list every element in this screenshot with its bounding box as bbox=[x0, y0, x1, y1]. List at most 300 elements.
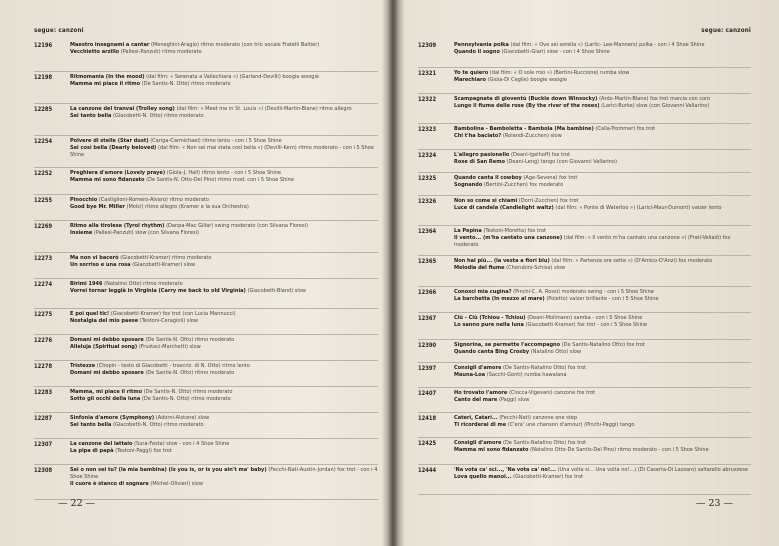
catalogue-number: 12323 bbox=[418, 127, 437, 133]
song-title: Quando il sogno bbox=[454, 49, 500, 55]
song-title: Mamma, mi piace il ritmo bbox=[70, 389, 143, 395]
song-line bbox=[70, 370, 378, 377]
song-credits: (Deani-Mollmann) samba - con i 5 Shoe Shine bbox=[527, 315, 643, 321]
song-line bbox=[454, 49, 751, 56]
song-title: La canzone del tranvai (Trolley song) bbox=[70, 106, 175, 112]
entry-songs bbox=[454, 388, 751, 412]
song-line bbox=[70, 415, 378, 422]
catalogue-entry bbox=[418, 40, 751, 68]
catalogue-entry bbox=[418, 124, 751, 150]
song-credits: (Natalino Otto) slow bbox=[530, 349, 582, 355]
song-line bbox=[454, 70, 751, 77]
catalogue-number: 12324 bbox=[418, 153, 437, 159]
entry-songs bbox=[454, 287, 751, 312]
song-credits: (Age-Sevona) fox trot bbox=[523, 175, 578, 181]
entry-songs bbox=[454, 94, 751, 123]
song-title: E poi quel tic! bbox=[70, 311, 110, 317]
catalogue-entry bbox=[418, 363, 751, 388]
catalogue-number: 12418 bbox=[418, 416, 437, 422]
song-credits: (Giacobetti-Kramer) slow bbox=[132, 262, 196, 268]
entry-songs bbox=[454, 438, 751, 464]
entry-songs bbox=[454, 256, 751, 286]
song-credits: (Fecchi-Nati) canzone one step bbox=[499, 415, 578, 421]
catalogue-number: 12407 bbox=[418, 391, 437, 397]
song-title: Maestro insegnami a cantar bbox=[70, 42, 150, 48]
entry-songs bbox=[70, 413, 378, 438]
catalogue-number: 12274 bbox=[34, 282, 53, 288]
song-title: Consigli d'amore bbox=[454, 440, 502, 446]
entry-songs bbox=[70, 40, 378, 71]
catalogue-entry bbox=[418, 388, 751, 413]
song-line bbox=[454, 390, 751, 397]
song-line bbox=[454, 175, 751, 182]
song-credits: (dal film: « Serenata a Vallechiara ») (Garland-Devilli) boogie woogie bbox=[146, 74, 319, 80]
entry-songs bbox=[70, 335, 378, 360]
catalogue-number: 12367 bbox=[418, 316, 437, 322]
entry-songs bbox=[70, 168, 378, 194]
catalogue-number: 12425 bbox=[418, 441, 437, 447]
song-title: Ti ricorderai di me bbox=[454, 422, 507, 428]
entry-songs bbox=[454, 465, 751, 494]
song-title: Non hai più... (la vesta a fiori blu) bbox=[454, 258, 550, 264]
catalogue-entry bbox=[418, 68, 751, 94]
song-title: Polvere di stelle (Star dust) bbox=[70, 138, 149, 144]
song-line bbox=[454, 152, 751, 159]
song-title: Ma non vi bacerò bbox=[70, 255, 119, 261]
song-credits: (dal film: « Meet me in St. Louis ») (Devilli-Martin-Blane) ritmo allegro bbox=[176, 106, 352, 112]
catalogue-entry bbox=[34, 279, 378, 309]
song-line bbox=[454, 415, 751, 422]
song-line bbox=[70, 138, 378, 145]
catalogue-entry bbox=[418, 173, 751, 196]
song-line bbox=[454, 42, 751, 49]
song-title: Tristezze bbox=[70, 363, 96, 369]
song-line bbox=[454, 265, 751, 272]
song-title: Melodia del fiume bbox=[454, 265, 505, 271]
song-line bbox=[454, 133, 751, 140]
song-credits: (Fecchi-Nati-Austin-Jordan) fox trot - con i 4 Shoe Shine bbox=[70, 467, 378, 480]
song-line bbox=[454, 349, 751, 356]
song-line bbox=[70, 145, 378, 159]
catalogue-entry bbox=[34, 253, 378, 279]
song-credits: (C'era' une chanson d'amour) (Pinchi-Paggi) tango bbox=[507, 422, 635, 428]
song-credits: (dal film: « O sole mio ») (Bertini-Ruccione) rumba slow bbox=[489, 70, 630, 76]
catalogue-entry bbox=[34, 335, 378, 361]
entry-songs bbox=[70, 465, 378, 499]
catalogue-entry bbox=[34, 168, 378, 195]
entry-songs bbox=[454, 363, 751, 387]
catalogue-entry bbox=[418, 465, 751, 495]
song-title: Un sorriso e una rosa bbox=[70, 262, 131, 268]
song-line bbox=[70, 448, 378, 455]
song-title: Il vento... (m'ha cantato una canzone) bbox=[454, 235, 563, 241]
song-title: Sinfonia d'amore (Symphony) bbox=[70, 415, 155, 421]
song-title: Scampagnata di gioventù (Buckle down Winsocky) bbox=[454, 96, 598, 102]
song-credits: (dal film: « Ponte di Waterloo ») (Larici-Maur-Dumont) valzer lento bbox=[555, 205, 722, 211]
song-credits: (Pallesi-Panzuti) slow (con Silvana Floresi) bbox=[93, 230, 199, 236]
song-credits: (Danpa-Mac Gillar) swing moderato (con Silvana Floresi) bbox=[166, 223, 309, 229]
catalogue-number: 12276 bbox=[34, 338, 53, 344]
song-credits: (De Santis-Natalino Otto) fox trot bbox=[561, 342, 645, 348]
song-line bbox=[454, 322, 751, 329]
song-credits: (Natalino Otto-De Santis-Del Pino) ritmo moderato - con i 5 Shoe Shine bbox=[530, 447, 709, 453]
catalogue-entry bbox=[34, 72, 378, 104]
song-title: Insieme bbox=[70, 230, 93, 236]
song-title: Good bye Mr. Miller bbox=[70, 204, 125, 210]
song-credits: (Giacobetti-Kramer) fox trot - con i 5 Shoe Shine bbox=[525, 322, 648, 328]
song-title: Sei tanto bella bbox=[70, 422, 112, 428]
entry-songs bbox=[454, 40, 751, 67]
song-line bbox=[454, 372, 751, 379]
catalogue-entry bbox=[34, 104, 378, 136]
catalogue-entry bbox=[418, 340, 751, 363]
catalogue-entry bbox=[34, 195, 378, 221]
song-title: Birimi 1946 bbox=[70, 281, 103, 287]
song-line bbox=[70, 230, 378, 237]
song-line bbox=[454, 258, 751, 265]
catalogue-number: 12196 bbox=[34, 43, 53, 49]
song-title: Mamma mi sono fidanzato bbox=[454, 447, 529, 453]
catalogue-entry bbox=[34, 309, 378, 335]
song-credits: (Deani-Leng) tango (con Giovanni Vallarino) bbox=[506, 159, 617, 165]
song-credits: (Poletto) valzer brillante - con i 5 Shoe Shine bbox=[546, 296, 659, 302]
catalogue-number: 12287 bbox=[34, 416, 53, 422]
catalogue-number: 12309 bbox=[418, 43, 437, 49]
song-line bbox=[70, 170, 378, 177]
catalogue-number: 12444 bbox=[418, 468, 437, 474]
song-line bbox=[454, 315, 751, 322]
song-credits: (Testoni-Moretta) fox trot bbox=[483, 228, 546, 234]
song-title: Alleluja (Spiritual song) bbox=[70, 344, 138, 350]
song-title: Rose di San Remo bbox=[454, 159, 505, 165]
song-credits: (dal film: « Partenza ore sette ») (D'Amico-D'Anzi) fox moderato bbox=[551, 258, 713, 264]
song-credits: (Rolandi-Zucchen) slow bbox=[502, 133, 562, 139]
song-credits: (De Santis-N. Otto) ritmo moderato bbox=[145, 337, 235, 343]
entry-songs bbox=[70, 439, 378, 464]
song-credits: (Gioia-Di Ceglie) boogie woogie bbox=[487, 77, 567, 83]
song-title: Vecchietto arzillo bbox=[70, 49, 120, 55]
song-title: Sei tanto bella bbox=[70, 113, 112, 119]
song-line bbox=[70, 81, 378, 88]
catalogue-entry bbox=[418, 313, 751, 340]
song-credits: (Pallesi-Panzuti) ritmo moderato bbox=[120, 49, 202, 55]
song-title: Cateri, Catari... bbox=[454, 415, 498, 421]
catalogue-number: 12397 bbox=[418, 366, 437, 372]
running-head: segue: canzoni bbox=[701, 27, 751, 34]
song-title: Lova quello manoi... bbox=[454, 474, 512, 480]
entry-songs bbox=[70, 104, 378, 135]
catalogue-number: 12390 bbox=[418, 343, 437, 349]
catalogue-number: 12198 bbox=[34, 75, 53, 81]
song-title: Marechiaro bbox=[454, 77, 486, 83]
entry-songs bbox=[70, 309, 378, 334]
song-line bbox=[454, 422, 751, 429]
entry-songs bbox=[454, 340, 751, 362]
entry-songs bbox=[454, 413, 751, 437]
song-credits: (dal film: « Non sei mai stata così bella ») (Devilli-Kern) ritmo moderato - con i 5 Shoe Shine bbox=[70, 145, 374, 158]
song-credits: (Giacobetti-Kramer) fox trot (con Lucia Mannucci) bbox=[110, 311, 236, 317]
song-title: La Pepina bbox=[454, 228, 482, 234]
song-line bbox=[70, 422, 378, 429]
song-line bbox=[70, 344, 378, 351]
song-line bbox=[454, 96, 751, 103]
song-title: Domani mi debbo sposare bbox=[70, 337, 144, 343]
song-credits: (Pinchi-C. A. Rossi) moderato swing - con i 5 Shoe Shine bbox=[513, 289, 654, 295]
song-credits: (Giacobetti-N. Otto) ritmo moderato bbox=[112, 113, 204, 119]
song-line bbox=[70, 204, 378, 211]
song-title: Pennsylvania polka bbox=[454, 42, 509, 48]
song-title: Mamma mi sono fidanzato bbox=[70, 177, 145, 183]
song-line bbox=[70, 318, 378, 325]
song-credits: (Giacobetti-Kramer) ritmo moderato bbox=[120, 255, 212, 261]
song-credits: (Testoni-Ceragioli) slow bbox=[139, 318, 199, 324]
song-credits: (De Santis-N. Otto) ritmo moderato bbox=[143, 389, 233, 395]
song-title: La pipa di papà bbox=[70, 448, 114, 454]
entry-songs bbox=[70, 72, 378, 103]
song-title: Ho trovato l'amore bbox=[454, 390, 508, 396]
entry-songs bbox=[70, 221, 378, 252]
song-credits: (Adorni-Alstone) slow bbox=[155, 415, 210, 421]
song-credits: (Natalino Otto) ritmo moderato bbox=[104, 281, 183, 287]
song-line bbox=[70, 262, 378, 269]
entry-songs bbox=[454, 68, 751, 93]
entry-songs bbox=[454, 313, 751, 339]
entry-songs bbox=[70, 253, 378, 278]
song-title: Ritmomania (In the mood) bbox=[70, 74, 145, 80]
catalogue-entry bbox=[418, 413, 751, 438]
song-credits: (Giacobetti-Giari) slow - con i 4 Shoe Shine bbox=[501, 49, 610, 55]
song-line bbox=[70, 223, 378, 230]
catalogue-entry bbox=[418, 150, 751, 173]
song-credits: (Testoni-Paggi) fox trot bbox=[115, 448, 172, 454]
song-title: Pinocchio bbox=[70, 197, 98, 203]
song-title: Chi t'ha baciato? bbox=[454, 133, 502, 139]
song-line bbox=[70, 481, 378, 488]
catalogue-number: 12326 bbox=[418, 199, 437, 205]
song-credits: (Giola-J. Hall) ritmo lento - con i 5 Shoe Shine bbox=[166, 170, 282, 176]
song-title: La barchetta (In mezzo al mare) bbox=[454, 296, 545, 302]
song-title: Sei così bella (Dearly beloved) bbox=[70, 145, 157, 151]
song-title: Ritmo alla tirolese (Tyrol rhythm) bbox=[70, 223, 165, 229]
page-number: — 23 — bbox=[695, 498, 733, 509]
catalogue-number: 12366 bbox=[418, 290, 437, 296]
song-line bbox=[454, 126, 751, 133]
song-credits: (De Santis-N. Otto) ritmo moderato bbox=[145, 370, 235, 376]
song-line bbox=[454, 474, 751, 481]
song-line bbox=[454, 440, 751, 447]
song-title: Yo te quiero bbox=[454, 70, 489, 76]
catalogue-number: 12269 bbox=[34, 224, 53, 230]
song-line bbox=[70, 337, 378, 344]
catalogue-entry bbox=[418, 226, 751, 256]
song-line bbox=[70, 197, 378, 204]
catalogue-number: 12275 bbox=[34, 312, 53, 318]
catalogue-entry bbox=[34, 221, 378, 253]
song-line bbox=[70, 106, 378, 113]
entry-songs bbox=[70, 279, 378, 308]
catalogue-entry bbox=[34, 387, 378, 413]
catalogue-entry bbox=[34, 361, 378, 387]
song-title: Quando canta il cowboy bbox=[454, 175, 522, 181]
song-line bbox=[454, 235, 751, 249]
catalogue-entry bbox=[34, 465, 378, 500]
song-title: Lo sanno pure nella luna bbox=[454, 322, 524, 328]
song-title: Consigli d'amore bbox=[454, 365, 502, 371]
song-credits: (Ciocca-Vigevani) canzone fox trot bbox=[508, 390, 596, 396]
song-line bbox=[70, 42, 378, 49]
song-line bbox=[454, 397, 751, 404]
song-line bbox=[70, 255, 378, 262]
catalogue-number: 12365 bbox=[418, 259, 437, 265]
song-line bbox=[70, 311, 378, 318]
catalogue-number: 12252 bbox=[34, 171, 53, 177]
song-title: Ciù - Ciù (Tchiou - Tchiou) bbox=[454, 315, 526, 321]
catalogue-number: 12325 bbox=[418, 176, 437, 182]
song-credits: (Ardo-Martin-Blane) fox trot marcia con coro bbox=[599, 96, 711, 102]
song-title: Il cuore è stanco di sognare bbox=[70, 481, 149, 487]
entry-songs bbox=[70, 195, 378, 220]
song-title: Quando canta Bing Crosby bbox=[454, 349, 530, 355]
catalogue-number: 12278 bbox=[34, 364, 53, 370]
song-title: Luce di candela (Candlelight waltz) bbox=[454, 205, 554, 211]
catalogue-entry bbox=[34, 439, 378, 465]
song-line bbox=[454, 159, 751, 166]
song-line bbox=[70, 49, 378, 56]
song-credits: (Bertini-Zucchen) fox moderato bbox=[483, 182, 564, 188]
catalogue-entry bbox=[418, 287, 751, 313]
song-credits: (Dorri-Zucchen) fox trot bbox=[518, 198, 579, 204]
catalogue-number: 12308 bbox=[34, 468, 53, 474]
catalogue-number: 12364 bbox=[418, 229, 437, 235]
song-title: Conosci mia cugina? bbox=[454, 289, 512, 295]
song-line bbox=[70, 389, 378, 396]
song-title: Sotto gli occhi della luna bbox=[70, 396, 141, 402]
song-title: Canto del mare bbox=[454, 397, 498, 403]
song-title: Nostalgia del mio paese bbox=[70, 318, 139, 324]
entry-songs bbox=[454, 226, 751, 255]
song-line bbox=[454, 365, 751, 372]
catalogue-entry bbox=[34, 136, 378, 168]
song-title: Sei o non sei tu? (la mia bambina) (Is you is, or is you ain't ma' baby) bbox=[70, 467, 267, 473]
song-credits: (De Santis-N. Otto) ritmo moderato bbox=[141, 396, 231, 402]
catalogue-number: 12273 bbox=[34, 256, 53, 262]
song-title: Mamma mi piace il ritmo bbox=[70, 81, 141, 87]
song-line bbox=[454, 198, 751, 205]
entry-songs bbox=[70, 361, 378, 386]
song-title: Lungo il fiume delle rose (By the river of the roses) bbox=[454, 103, 600, 109]
song-line bbox=[454, 447, 751, 454]
song-credits: (dal film: « Il vento m'ha cantato una canzone ») (Frati-Veliadi) fox moderato bbox=[454, 235, 731, 248]
song-title: Bambolina - Bamboletta - Bambola (Ma bambine) bbox=[454, 126, 594, 132]
catalogue-number: 12322 bbox=[418, 97, 437, 103]
song-credits: (Molci) ritmo allegro (Kramer e la sua Orchestra) bbox=[126, 204, 249, 210]
song-line bbox=[70, 396, 378, 403]
song-credits: (De Santis-Natalino Otto) fox trot bbox=[503, 365, 587, 371]
catalogue-number: 12307 bbox=[34, 442, 53, 448]
entry-songs bbox=[454, 196, 751, 225]
catalogue-entry bbox=[418, 256, 751, 287]
song-credits: (Giacobetti-N. Otto) ritmo moderato bbox=[112, 422, 204, 428]
song-title: Vorrei tornar leggià in Virginia (Carry me back to old Virginia) bbox=[70, 288, 246, 294]
catalogue-number: 12321 bbox=[418, 71, 437, 77]
catalogue-entry bbox=[418, 438, 751, 465]
running-head: segue: canzoni bbox=[34, 27, 84, 34]
entry-songs bbox=[70, 387, 378, 412]
song-title: Preghiera d'amore (Lovely praye) bbox=[70, 170, 166, 176]
song-line bbox=[454, 103, 751, 110]
song-credits: (Castiglioni-Romero-Alvaro) ritmo moderato bbox=[98, 197, 209, 203]
song-credits: (Cherubini-Schisa) slow bbox=[506, 265, 566, 271]
song-title: Non so come si chiami bbox=[454, 198, 518, 204]
entry-songs bbox=[454, 124, 751, 149]
song-line bbox=[454, 296, 751, 303]
song-title: Sognando bbox=[454, 182, 483, 188]
entry-songs bbox=[454, 173, 751, 195]
song-line bbox=[70, 288, 378, 295]
song-title: 'Na vota ca' sci..., 'Na vota ca' no!... bbox=[454, 467, 556, 473]
song-credits: (Una volta si... Una volta no!...) (Di Caserta-Di Lazzaro) saltarello abruzzese bbox=[557, 467, 748, 473]
catalogue-number: 12255 bbox=[34, 198, 53, 204]
song-credits: (Chopin - testo di Giacobetti - trascriz. di N. Otto) ritmo lento bbox=[96, 363, 250, 369]
catalogue-number: 12254 bbox=[34, 139, 53, 145]
song-credits: (Deani-Igelhoff) fox trot bbox=[510, 152, 571, 158]
song-line bbox=[70, 113, 378, 120]
song-credits: (Sura-Festa) slow - con i 4 Shoe Shine bbox=[134, 441, 230, 447]
song-credits: (Cariga-Carmichael) ritmo lento - con i 5 Shoe Shine bbox=[150, 138, 282, 144]
catalogue-number: 12283 bbox=[34, 390, 53, 396]
song-title: Domani mi debbo sposare bbox=[70, 370, 144, 376]
song-credits: (De Santis-N. Otto) ritmo moderato bbox=[141, 81, 231, 87]
song-line bbox=[70, 177, 378, 184]
song-line bbox=[454, 182, 751, 189]
catalogue-number: 12285 bbox=[34, 107, 53, 113]
song-credits: (Paggi) slow bbox=[498, 397, 530, 403]
song-line bbox=[454, 205, 751, 212]
song-line bbox=[70, 467, 378, 481]
song-line bbox=[454, 77, 751, 84]
song-credits: (Giacobetti-Kramer) fox trot bbox=[513, 474, 584, 480]
song-credits: (Larici-Burke) slow (con Giovanni Vallarino) bbox=[601, 103, 710, 109]
catalogue-entry bbox=[418, 94, 751, 124]
entry-songs bbox=[70, 136, 378, 167]
right-page bbox=[394, 0, 779, 546]
entry-list bbox=[34, 40, 378, 500]
song-line bbox=[454, 289, 751, 296]
song-credits: (Giacobetti-Bland) slow bbox=[247, 288, 307, 294]
catalogue-entry bbox=[418, 196, 751, 226]
song-line bbox=[70, 74, 378, 81]
song-title: Mauna-Loa bbox=[454, 372, 486, 378]
entry-list bbox=[418, 40, 751, 495]
song-credits: (De Santis-N. Otto-Del Pino) ritmo mod. con i 5 Shoe Shine bbox=[146, 177, 294, 183]
song-line bbox=[70, 441, 378, 448]
song-credits: (Meneghini-Aragio) ritmo moderato (con trio vocale Fratelli Baltier) bbox=[150, 42, 320, 48]
song-credits: (dal film: « Ove sei sorella ») (Larlic- Lee-Manners) polka - con i 4 Shoe Shine bbox=[510, 42, 705, 48]
catalogue-entry bbox=[34, 40, 378, 72]
song-credits: (Calla-Trommer) fox trot bbox=[595, 126, 656, 132]
song-title: La canzone del lattaio bbox=[70, 441, 133, 447]
catalogue-entry bbox=[34, 413, 378, 439]
song-credits: (Michel-Olivieri) slow bbox=[150, 481, 203, 487]
song-title: Signorina, se permette l'accompagno bbox=[454, 342, 561, 348]
song-line bbox=[70, 363, 378, 370]
song-line bbox=[454, 467, 751, 474]
song-title: L'allegro pasionello bbox=[454, 152, 510, 158]
song-credits: (Frustaci-Marchetti) slow bbox=[138, 344, 201, 350]
entry-songs bbox=[454, 150, 751, 172]
page-number: — 22 — bbox=[58, 498, 96, 509]
song-line bbox=[454, 342, 751, 349]
